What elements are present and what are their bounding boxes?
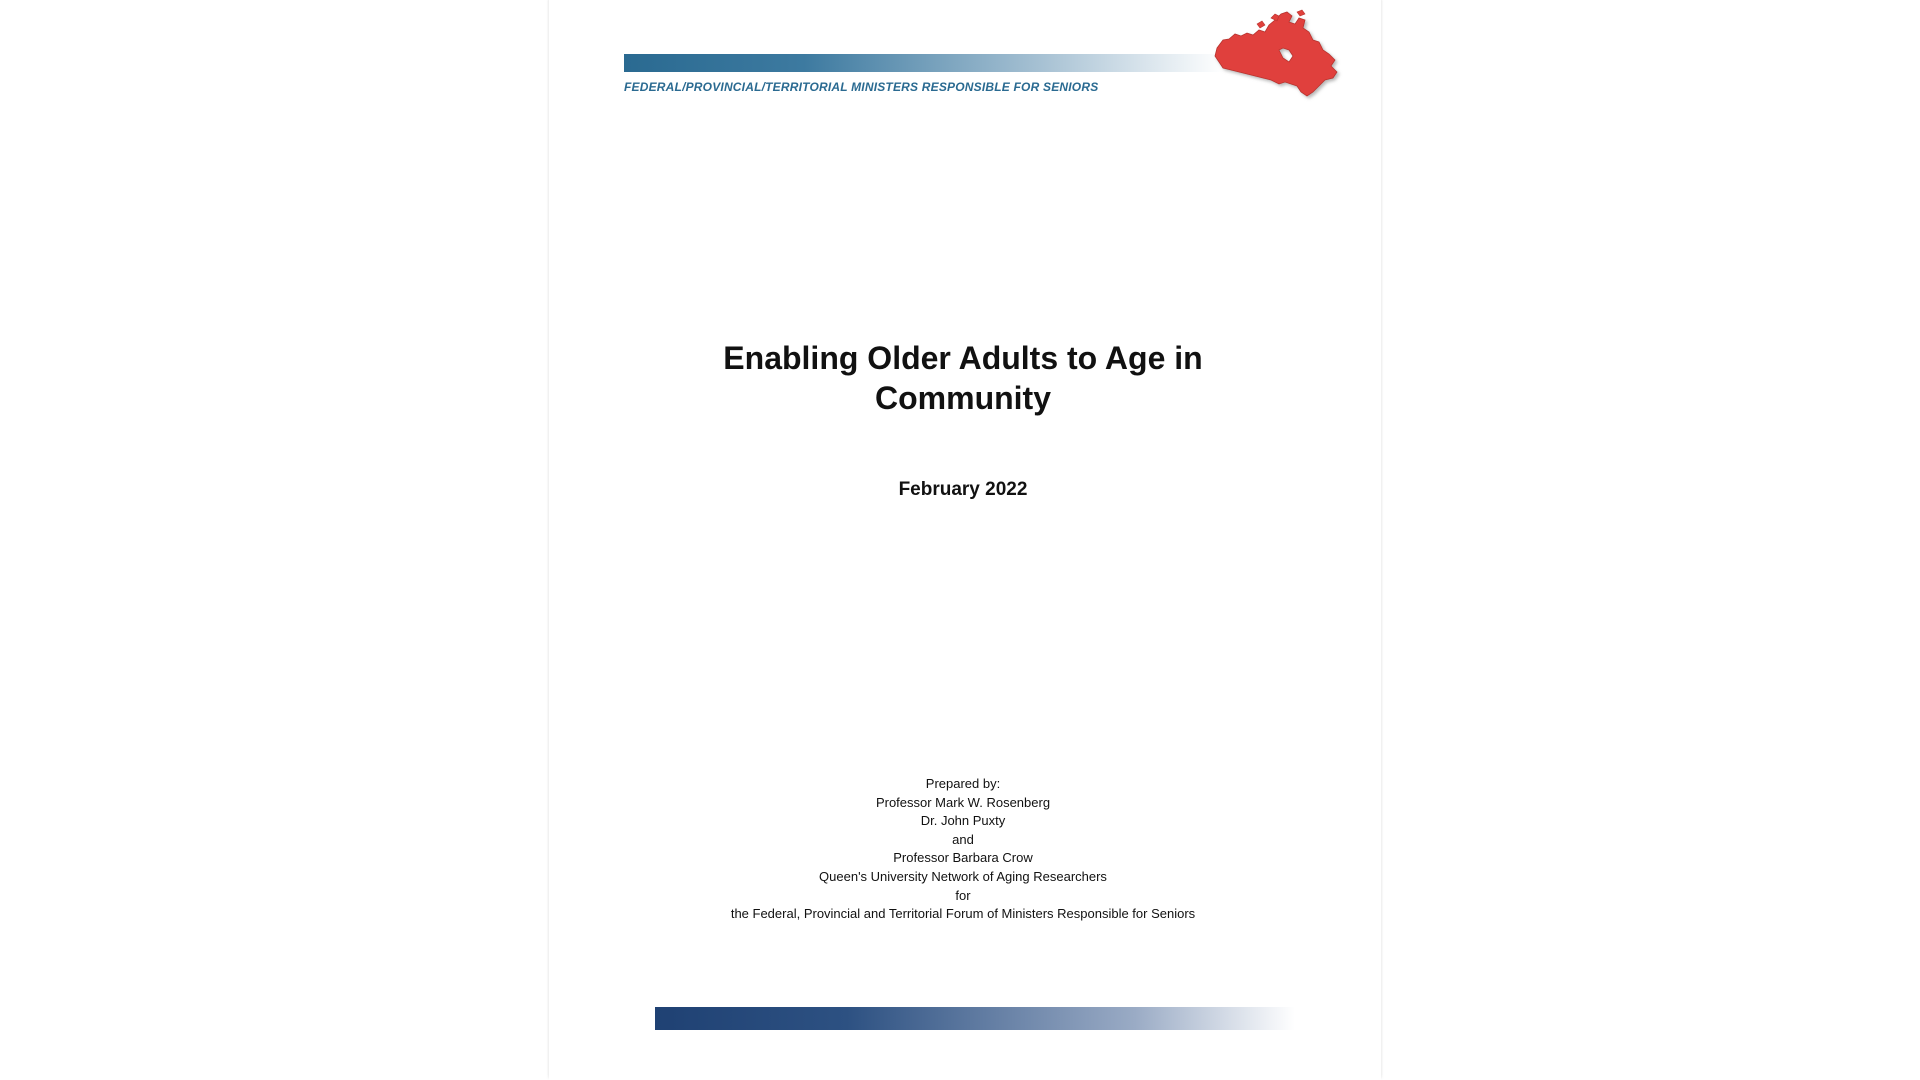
title-line-1: Enabling Older Adults to Age in (723, 340, 1203, 376)
author-rosenberg: Professor Mark W. Rosenberg (875, 794, 1051, 810)
author-conjunction: and (952, 831, 974, 847)
author-puxty: Dr. John Puxty (920, 813, 1006, 829)
footer-color-band (655, 1007, 1295, 1030)
organization-name: Queen's University Network of Aging Researchers (819, 868, 1107, 884)
for-label: for (955, 887, 971, 903)
header-organization-text: FEDERAL/PROVINCIAL/TERRITORIAL MINISTERS RESPONSIBLE FOR SENIORS (624, 80, 1099, 94)
title-line-2: Community (875, 380, 1051, 416)
prepared-by-block (549, 775, 1377, 924)
recipient-name: the Federal, Provincial and Territorial Forum of Ministers Responsible for Seniors (730, 906, 1196, 922)
canada-map-icon (1209, 6, 1344, 104)
document-page (549, 0, 1381, 1080)
document-date: February 2022 (898, 479, 1028, 500)
author-crow: Professor Barbara Crow (893, 850, 1033, 866)
document-title (549, 338, 1377, 418)
prepared-by-label: Prepared by: (925, 776, 1001, 791)
header-color-band (624, 54, 1224, 72)
